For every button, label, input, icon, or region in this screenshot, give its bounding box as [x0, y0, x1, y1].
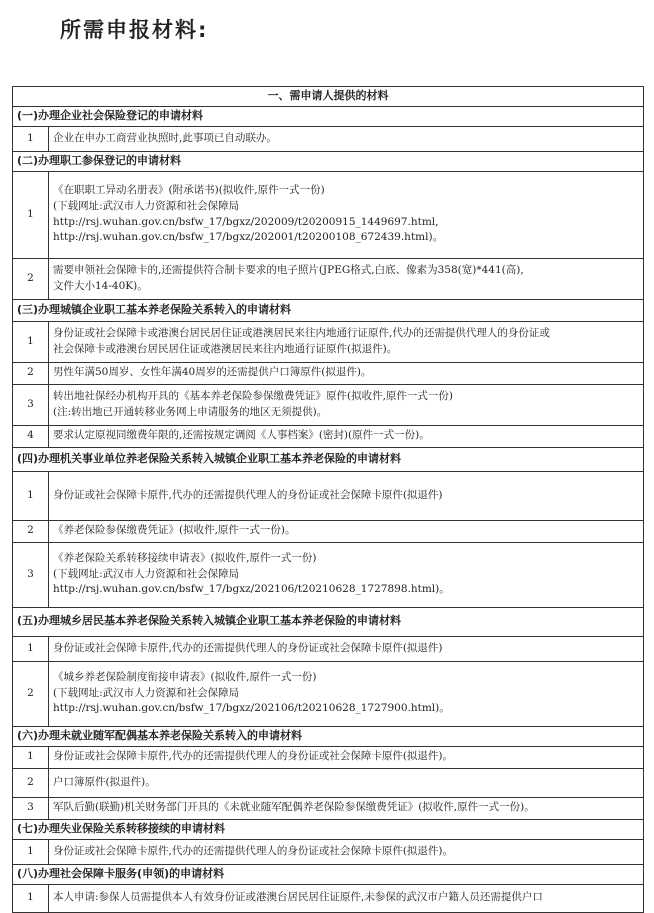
- description-line: 需要申领社会保障卡的,还需提供符合制卡要求的电子照片(JPEG格式,白底、像素为358(宽)*441(高),: [53, 263, 524, 276]
- item-description: [49, 636, 644, 661]
- description-line: 《在职职工异动名册表》(附承诺书)(拟收件,原件一式一份): [53, 184, 325, 196]
- description-line: (下载网址:武汉市人力资源和社会保障局: [53, 567, 240, 580]
- description-line: 本人申请:参保人员需提供本人有效身份证或港澳台居民居住证原件,未参保的武汉市户籍人员还需提供户口: [53, 891, 543, 904]
- description-line: 《养老保险关系转移接续申请表》(拟收件,原件一式一份): [53, 551, 317, 564]
- section-title: (三)办理城镇企业职工基本养老保险关系转入的申请材料: [13, 299, 644, 321]
- section-title: (四)办理机关事业单位养老保险关系转入城镇企业职工基本养老保险的申请材料: [13, 447, 644, 471]
- section-title: (一)办理企业社会保险登记的申请材料: [13, 106, 644, 126]
- description-line: 身份证或社会保障卡原件,代办的还需提供代理人的身份证或社会保障卡原件(拟退件): [53, 488, 443, 501]
- item-description: [49, 884, 644, 912]
- item-number: 1: [13, 321, 49, 362]
- description-line: 身份证或社会保障卡原件,代办的还需提供代理人的身份证或社会保障卡原件(拟退件)。: [53, 750, 454, 763]
- item-number: 2: [13, 768, 49, 797]
- section-title: (六)办理未就业随军配偶基本养老保险关系转入的申请材料: [13, 726, 644, 746]
- item-description: [49, 425, 644, 447]
- main-header: 一、需申请人提供的材料: [13, 87, 644, 107]
- page-title: 所需申报材料:: [60, 18, 209, 42]
- section-title: (二)办理职工参保登记的申请材料: [13, 151, 644, 171]
- description-line: (下载网址:武汉市人力资源和社会保障局: [53, 199, 240, 212]
- item-description: [49, 520, 644, 542]
- section-header-row: [13, 819, 644, 839]
- item-description: [49, 384, 644, 425]
- item-row: [13, 746, 644, 768]
- item-row: [13, 542, 644, 607]
- section-header-row: [13, 151, 644, 171]
- description-line: 身份证或社会保障卡原件,代办的还需提供代理人的身份证或社会保障卡原件(拟退件)。: [53, 844, 454, 857]
- item-number: 3: [13, 797, 49, 819]
- description-line: 转出地社保经办机构开具的《基本养老保险参保缴费凭证》原件(拟收件,原件一式一份): [53, 389, 454, 402]
- item-number: 1: [13, 746, 49, 768]
- section-header-row: [13, 106, 644, 126]
- item-number: 4: [13, 425, 49, 447]
- item-row: [13, 362, 644, 384]
- description-line: http://rsj.wuhan.gov.cn/bsfw_17/bgxz/202106/t20210628_1727898.html)。: [53, 583, 450, 596]
- main-header-row: [13, 87, 644, 107]
- item-number: 1: [13, 636, 49, 661]
- materials-table-body: [13, 87, 644, 913]
- section-header-row: [13, 726, 644, 746]
- item-description: [49, 362, 644, 384]
- description-line: 军队后勤(联勤)机关财务部门开具的《未就业随军配偶养老保险参保缴费凭证》(拟收件,原件一式一份)。: [53, 801, 535, 814]
- description-line: http://rsj.wuhan.gov.cn/bsfw_17/bgxz/202106/t20210628_1727900.html)。: [53, 702, 450, 715]
- item-number: 2: [13, 258, 49, 299]
- item-row: [13, 384, 644, 425]
- section-title: (五)办理城乡居民基本养老保险关系转入城镇企业职工基本养老保险的申请材料: [13, 607, 644, 636]
- item-number: 2: [13, 661, 49, 726]
- description-line: 社会保障卡或港澳台居民居住证或港澳居民来往内地通行证原件(拟退件)。: [53, 342, 398, 355]
- item-row: [13, 471, 644, 520]
- item-number: 1: [13, 171, 49, 258]
- item-row: [13, 839, 644, 864]
- item-number: 1: [13, 884, 49, 912]
- item-number: 2: [13, 520, 49, 542]
- item-description: [49, 171, 644, 258]
- section-header-row: [13, 607, 644, 636]
- description-line: 文件大小14-40K)。: [53, 279, 148, 292]
- item-row: [13, 661, 644, 726]
- description-line: 《城乡养老保险制度衔接申请表》(拟收件,原件一式一份): [53, 670, 317, 683]
- item-description: [49, 768, 644, 797]
- description-line: (下载网址:武汉市人力资源和社会保障局: [53, 686, 240, 699]
- description-line: http://rsj.wuhan.gov.cn/bsfw_17/bgxz/202001/t20200108_672439.html)。: [53, 231, 444, 244]
- item-description: [49, 839, 644, 864]
- item-description: [49, 746, 644, 768]
- materials-table: [12, 86, 644, 913]
- item-row: [13, 258, 644, 299]
- section-header-row: [13, 299, 644, 321]
- description-line: (注:转出地已开通转移业务网上申请服务的地区无须提供)。: [53, 405, 328, 418]
- description-line: 《养老保险参保缴费凭证》(拟收件,原件一式一份)。: [53, 524, 296, 537]
- item-row: [13, 884, 644, 912]
- item-number: 1: [13, 839, 49, 864]
- item-row: [13, 797, 644, 819]
- description-line: 户口簿原件(拟退件)。: [53, 775, 156, 788]
- section-header-row: [13, 447, 644, 471]
- item-description: [49, 797, 644, 819]
- item-row: [13, 321, 644, 362]
- item-row: [13, 768, 644, 797]
- item-number: 3: [13, 384, 49, 425]
- item-number: 2: [13, 362, 49, 384]
- description-line: 身份证或社会保障卡或港澳台居民居住证或港澳居民来往内地通行证原件,代办的还需提供代理人的身份证或: [53, 326, 550, 339]
- description-line: http://rsj.wuhan.gov.cn/bsfw_17/bgxz/202009/t20200915_1449697.html,: [53, 215, 439, 228]
- description-line: 要求认定原视同缴费年限的,还需按规定调阅《人事档案》(密封)(原件一式一份)。: [53, 429, 430, 442]
- item-row: [13, 171, 644, 258]
- section-title: (八)办理社会保障卡服务(申领)的申请材料: [13, 864, 644, 884]
- item-description: [49, 321, 644, 362]
- item-row: [13, 636, 644, 661]
- item-description: [49, 126, 644, 151]
- item-description: [49, 661, 644, 726]
- item-row: [13, 126, 644, 151]
- section-header-row: [13, 864, 644, 884]
- section-title: (七)办理失业保险关系转移接续的申请材料: [13, 819, 644, 839]
- description-line: 企业在申办工商营业执照时,此事项已自动联办。: [53, 131, 277, 144]
- item-row: [13, 425, 644, 447]
- item-description: [49, 542, 644, 607]
- description-line: 男性年满50周岁、女性年满40周岁的还需提供户口簿原件(拟退件)。: [53, 366, 372, 379]
- item-row: [13, 520, 644, 542]
- item-description: [49, 471, 644, 520]
- item-description: [49, 258, 644, 299]
- item-number: 3: [13, 542, 49, 607]
- item-number: 1: [13, 471, 49, 520]
- item-number: 1: [13, 126, 49, 151]
- description-line: 身份证或社会保障卡原件,代办的还需提供代理人的身份证或社会保障卡原件(拟退件): [53, 641, 443, 654]
